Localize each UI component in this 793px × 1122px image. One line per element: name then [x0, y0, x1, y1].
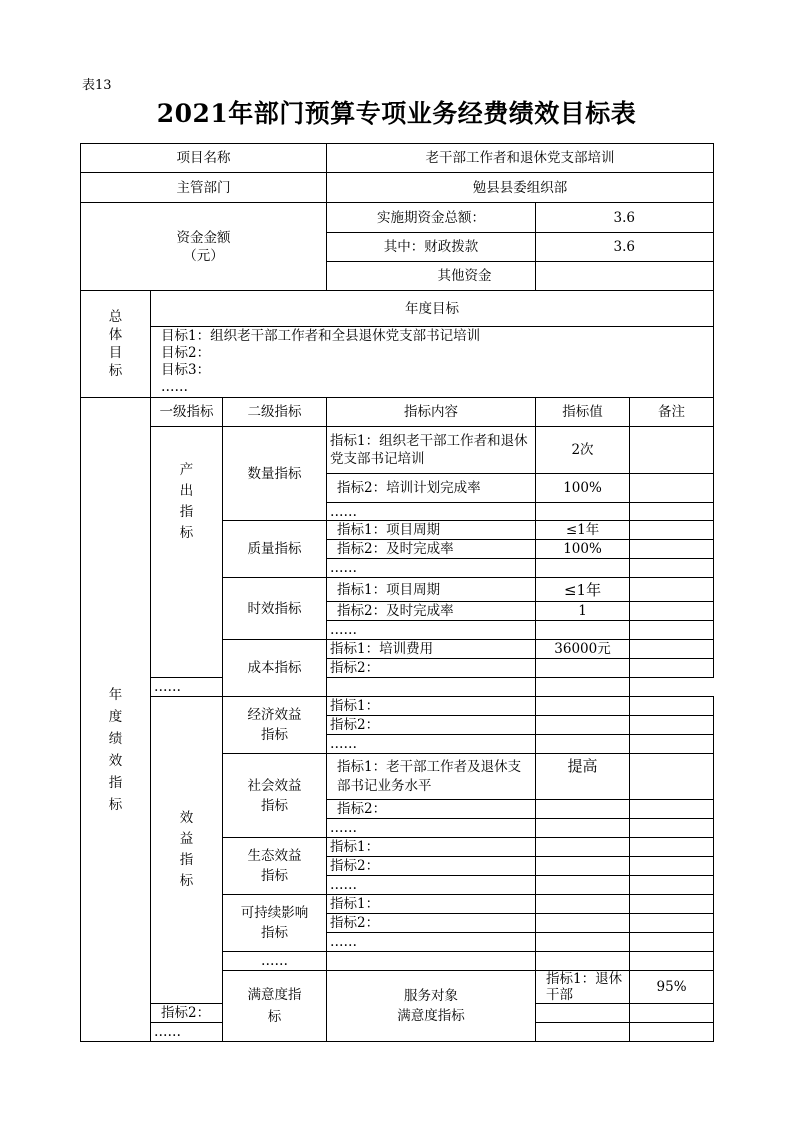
quantity-indicator-2-note — [630, 474, 714, 503]
performance-target-table — [80, 143, 714, 1042]
satisfaction-indicator-label: 满意度指 标 — [223, 971, 327, 1042]
ecological-ellipsis: …… — [327, 876, 536, 895]
table-number: 表13 — [82, 78, 112, 93]
cost-indicator-1-value: 36000元 — [536, 640, 630, 659]
cost-indicator-1: 指标1：培训费用 — [327, 640, 536, 659]
sustainable-ellipsis: …… — [327, 933, 536, 952]
ecological-indicator-2: 指标2： — [327, 857, 536, 876]
col-content-header: 指标内容 — [327, 398, 536, 427]
fiscal-funds-label: 其中：财政拨款 — [327, 233, 536, 262]
quantity-indicator-1-note — [630, 427, 714, 474]
economic-benefit-label: 经济效益 指标 — [223, 697, 327, 754]
other-funds-value — [536, 262, 714, 291]
service-satisfaction-label: 服务对象 满意度指标 — [327, 971, 536, 1042]
cost-indicator-2: 指标2： — [327, 659, 536, 678]
sustainable-indicator-1: 指标1： — [327, 895, 536, 914]
timeliness-indicator-2: 指标2：及时完成率 — [327, 602, 536, 621]
quantity-ellipsis: …… — [327, 503, 536, 521]
satisfaction-indicator-2: 指标2： — [151, 1004, 223, 1023]
timeliness-indicator-2-value: 1 — [536, 602, 630, 621]
quantity-indicator-2-value: 100% — [536, 474, 630, 503]
col-level1-header: 一级指标 — [151, 398, 223, 427]
fiscal-funds-value: 3.6 — [536, 233, 714, 262]
total-funds-label: 实施期资金总额： — [327, 203, 536, 233]
satisfaction-indicator-1-value: 95% — [630, 971, 714, 1004]
timeliness-indicator-1-value: ≤1年 — [536, 578, 630, 602]
annual-goal-text: 目标1：组织老干部工作者和全县退休党支部书记培训 目标2： 目标3： …… — [151, 327, 714, 398]
quality-indicator-2: 指标2：及时完成率 — [327, 540, 536, 559]
social-benefit-label: 社会效益 指标 — [223, 754, 327, 838]
economic-ellipsis: …… — [327, 735, 536, 754]
social-indicator-2: 指标2： — [327, 800, 536, 819]
quantity-indicator-1: 指标1：组织老干部工作者和退休党支部书记培训 — [327, 427, 536, 474]
annual-performance-label: 年 度 绩 效 指 标 — [81, 398, 151, 1042]
quantity-indicator-label: 数量指标 — [223, 427, 327, 521]
quality-ellipsis: …… — [327, 559, 536, 578]
quantity-indicator-2: 指标2：培训计划完成率 — [327, 474, 536, 503]
social-indicator-1: 指标1：老干部工作者及退休支部书记业务水平 — [327, 754, 536, 800]
department-label: 主管部门 — [81, 173, 327, 203]
economic-indicator-1: 指标1： — [327, 697, 536, 716]
sustainable-impact-label: 可持续影响 指标 — [223, 895, 327, 952]
department-value: 勉县县委组织部 — [327, 173, 714, 203]
satisfaction-ellipsis: …… — [151, 1023, 223, 1042]
col-value-header: 指标值 — [536, 398, 630, 427]
quantity-indicator-1-value: 2次 — [536, 427, 630, 474]
sustainable-indicator-2: 指标2： — [327, 914, 536, 933]
col-note-header: 备注 — [630, 398, 714, 427]
quality-indicator-label: 质量指标 — [223, 521, 327, 578]
cost-indicator-label: 成本指标 — [223, 640, 327, 697]
cost-ellipsis: …… — [151, 678, 223, 697]
project-name-label: 项目名称 — [81, 144, 327, 173]
benefit-indicator-label: 效 益 指 标 — [151, 697, 223, 1004]
quality-indicator-1: 指标1：项目周期 — [327, 521, 536, 540]
timeliness-indicator-1: 指标1：项目周期 — [327, 578, 536, 602]
quality-indicator-1-value: ≤1年 — [536, 521, 630, 540]
benefit-level2-ellipsis: …… — [223, 952, 327, 971]
overall-goal-label: 总 体 目 标 — [81, 291, 151, 398]
timeliness-indicator-label: 时效指标 — [223, 578, 327, 640]
project-name-value: 老干部工作者和退休党支部培训 — [327, 144, 714, 173]
economic-indicator-2: 指标2： — [327, 716, 536, 735]
other-funds-label: 其他资金 — [327, 262, 536, 291]
funds-amount-label: 资金金额 （元） — [81, 203, 327, 291]
quality-indicator-2-value: 100% — [536, 540, 630, 559]
social-indicator-1-value: 提高 — [536, 754, 630, 800]
col-level2-header: 二级指标 — [223, 398, 327, 427]
timeliness-ellipsis: …… — [327, 621, 536, 640]
social-ellipsis: …… — [327, 819, 536, 838]
ecological-benefit-label: 生态效益 指标 — [223, 838, 327, 895]
satisfaction-indicator-1: 指标1：退休干部 — [536, 971, 630, 1004]
ecological-indicator-1: 指标1： — [327, 838, 536, 857]
page-title: 2021年部门预算专项业务经费绩效目标表 — [156, 99, 637, 128]
annual-goal-header: 年度目标 — [151, 291, 714, 327]
total-funds-value: 3.6 — [536, 203, 714, 233]
output-indicator-label: 产 出 指 标 — [151, 427, 223, 678]
